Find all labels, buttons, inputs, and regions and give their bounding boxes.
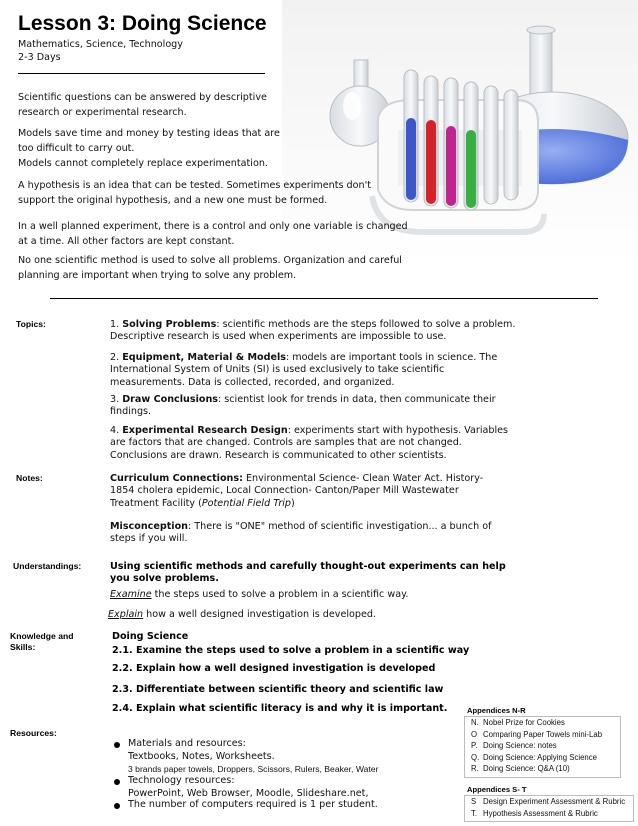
technology-heading: Technology resources: (128, 775, 235, 786)
appendix-row-o[interactable]: O Comparing Paper Towels mini-Lab (471, 729, 603, 739)
duration-line: 2-3 Days (18, 52, 61, 63)
topic-item-3: 3. Draw Conclusions: scientist look for trends in data, then communicate their findings. (110, 394, 496, 418)
understanding-statement: Using scientific methods and carefully thought-out experiments can help you solve problems. (110, 561, 506, 585)
appendix-row-r[interactable]: R. Doing Science: Q&A (10) (471, 764, 570, 773)
intro-paragraph-3: Models cannot completely replace experimentation. (18, 158, 268, 169)
appendix-row-q[interactable]: Q. Doing Science: Applying Science (471, 752, 597, 762)
resources-label: Resources: (10, 728, 57, 738)
materials-heading: Materials and resources: (128, 738, 246, 749)
header-divider (18, 73, 265, 74)
technology-line: PowerPoint, Web Browser, Moodle, Slideshare.net, (128, 788, 369, 799)
section-divider (50, 298, 598, 299)
appendices-nr-heading: Appendices N-R (467, 706, 526, 715)
materials-list: 3 brands paper towels, Droppers, Scissors, Rulers, Beaker, Water (128, 764, 379, 774)
appendix-row-s[interactable]: S Design Experiment Assessment & Rubric (471, 797, 626, 806)
bullet-icon (114, 742, 120, 748)
bullet-icon (114, 779, 120, 785)
topic-item-2: 2. Equipment, Material & Models: models are important tools in science. The International System of Units (SI) is used exclusively to take scientific measurements. Data is collected, recorded, and organized. (110, 352, 498, 388)
bullet-icon (114, 803, 120, 809)
understandings-label: Understandings: (13, 561, 82, 571)
skill-item-2-4: 2.4. Explain what scientific literacy is and why it is important. (112, 703, 448, 714)
appendix-row-t[interactable]: T. Hypothesis Assessment & Rubric (471, 808, 598, 818)
computers-requirement: The number of computers required is 1 per student. (128, 799, 378, 810)
knowledge-title: Doing Science (112, 631, 189, 642)
intro-paragraph-6: No one scientific method is used to solve all problems. Organization and careful planning are important when trying to solve any problem. (18, 255, 402, 281)
intro-paragraph-4: A hypothesis is an idea that can be tested. Sometimes experiments don't support the original hypothesis, and a new one must be formed. (18, 180, 371, 206)
intro-paragraph-2: Models save time and money by testing ideas that are too difficult to carry out. (18, 128, 280, 154)
topic-item-4: 4. Experimental Research Design: experiments start with hypothesis. Variables are factors that are changed. Controls are samples that are not changed. Conclusions are drawn. Research is communicated to other scientists. (110, 425, 509, 461)
appendices-st-box (464, 795, 634, 822)
misconception-note: Misconception: There is "ONE" method of scientific investigation... a bunch of steps if you will. (110, 521, 492, 545)
topics-label: Topics: (16, 319, 46, 329)
curriculum-connections: Curriculum Connections: Environmental Science- Clean Water Act. History- 1854 cholera epidemic, Local Connection- Canton/Paper Mill Wastewater Treatment Facility (Potential Field Trip) (110, 473, 484, 509)
knowledge-label: Knowledge and Skills: (10, 631, 74, 652)
skill-item-2-2: 2.2. Explain how a well designed investigation is developed (112, 663, 436, 674)
notes-label: Notes: (16, 473, 43, 483)
understanding-examine: Examine the steps used to solve a problem in a scientific way. (110, 589, 409, 600)
materials-line: Textbooks, Notes, Worksheets. (128, 751, 275, 762)
skill-item-2-1: 2.1. Examine the steps used to solve a problem in a scientific way (112, 645, 470, 656)
skill-item-2-3: 2.3. Differentiate between scientific theory and scientific law (112, 684, 444, 695)
appendices-nr-box (464, 716, 621, 778)
appendix-row-p[interactable]: P. Doing Science: notes (471, 741, 557, 750)
subjects-line: Mathematics, Science, Technology (18, 39, 183, 50)
appendices-st-heading: Appendices S- T (467, 785, 527, 794)
page-title: Lesson 3: Doing Science (18, 12, 267, 35)
appendix-row-n[interactable]: N. Nobel Prize for Cookies (471, 718, 565, 727)
understanding-explain: Explain how a well designed investigation is developed. (108, 609, 377, 620)
topic-item-1: 1. Solving Problems: scientific methods are the steps followed to solve a problem. Descriptive research is used when experiments are impossible to use. (110, 319, 516, 343)
intro-paragraph-5: In a well planned experiment, there is a control and only one variable is changed at a time. All other factors are kept constant. (18, 221, 408, 247)
intro-paragraph-1: Scientific questions can be answered by descriptive research or experimental research. (18, 92, 267, 118)
